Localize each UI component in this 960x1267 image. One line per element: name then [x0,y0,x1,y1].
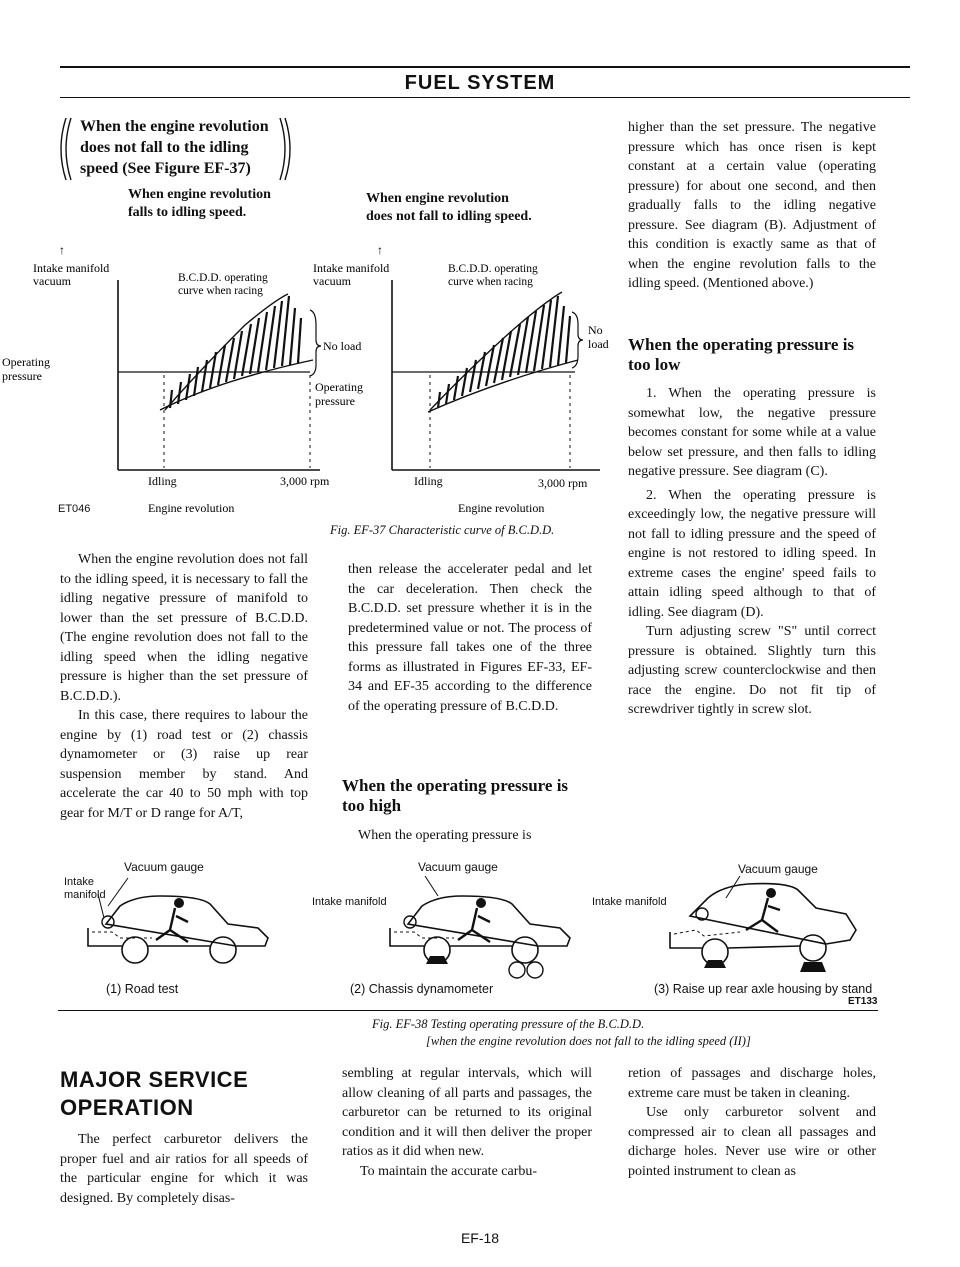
col3-item3: Turn adjusting screw "S" until correct pressure is obtained. Slightly turn this adjusting screw counterclockwise and then race the engine. Do not fit tip of screwdriver tightly in screw slot. [628,624,876,717]
box-heading-text: When the engine revolution does not fall to the idling speed (See Figure EF-37) [80,118,269,177]
car-chassis-dynamometer-icon [330,868,590,986]
col3-list [628,384,876,720]
chart-right-curve-label1: B.C.D.D. operating [448,263,538,275]
chart-right-no-load2: load [588,337,609,351]
car-road-test-icon [60,868,300,978]
col2-para4: To maintain the accurate carbu- [360,1163,538,1179]
chart-left-heading [128,186,328,222]
fig38-caption-line2: [when the engine revolution does not fall to the idling speed (II)] [426,1034,751,1048]
chart-left-operating-label2: pressure [2,369,42,383]
fig38-rule [58,1010,878,1011]
chart-right-tick-rpm: 3,000 rpm [538,476,588,490]
chart-left-no-load: No load [323,339,362,353]
col2-top-text [348,560,592,716]
chart-left-tick-rpm: 3,000 rpm [280,474,330,488]
col2-heading-high: When the operating pressure is too high [342,776,569,815]
col1-top-text [60,550,308,823]
col1-bottom-text [60,1130,308,1208]
chart-left-operating-label1: Operating [2,355,50,369]
col2-para3: sembling at regular intervals, which will allow cleaning of all parts and passages, the carburetor can be returned to its original condition and it will then deliver the proper ratios as it did when new. [342,1066,592,1159]
chart-right-arrow: ↑ [377,243,383,257]
fig38-intake-line2: manifold [64,889,106,901]
fig38-vacuum-gauge-3: Vacuum gauge [738,862,818,876]
fig38-code: ET133 [848,996,878,1007]
col3-item2: 2. When the operating pressure is exceedingly low, the negative pressure will not fall to idling pressure and the speed of engine is not restored to idling speed. In extreme cases the engine' speed fails to attain idling speed although to that of idling. See diagram (D). [628,487,876,620]
chart-left-tick-idling: Idling [148,474,177,488]
fig37-caption: Fig. EF-37 Characteristic curve of B.C.D.D. [330,523,555,537]
major-heading-line2: OPERATION [60,1095,194,1120]
chart-right-ylabel2: vacuum [313,274,351,288]
col3-top-text [628,118,876,294]
fig38-vacuum-gauge-2: Vacuum gauge [418,860,498,874]
col2-para2-box [358,826,594,846]
col3-para2: retion of passages and discharge holes, extreme care must be taken in cleaning. [628,1066,876,1101]
section-heading-box [58,114,296,184]
fig38-vacuum-gauge-1: Vacuum gauge [124,860,204,874]
col1-para2: In this case, there requires to labour the engine by (1) road test or (2) chassis dynamometer or (3) raise up rear suspension member by stand. And accelerate the car 40 to 50 mph with top gear for M/T or D range for A/T, [60,708,308,821]
fig38-intake-manifold-3: Intake manifold [592,896,667,908]
chart-right-heading-line2: does not fall to idling speed. [366,209,532,224]
col1-para3: The perfect carburetor delivers the proper fuel and air ratios for all speeds of the particular engine for which it was designed. By completely disas- [60,1132,308,1206]
chart-right-curve-label2: curve when racing [448,276,533,288]
chart-left-hatching [170,296,301,408]
page-title: FUEL SYSTEM [404,72,556,94]
chart-right-operating-label2: pressure [315,394,355,408]
fig38-caption-line1: Fig. EF-38 Testing operating pressure of the B.C.D.D. [372,1017,645,1031]
col3-bottom-text [628,1064,876,1181]
major-service-heading [60,1066,248,1122]
col3-item1: 1. When the operating pressure is somewhat low, the negative pressure becomes constant for some while at a value below set pressure, and then falls to idling negative pressure. See diagram (C). [628,386,876,479]
col2-para1: then release the accelerater pedal and let the car deceleration. Then check the B.C.D.D. set pressure whether it is in the predetermined value or not. The process of this pressure fall takes one of the three forms as illustrated in Figures EF-33, EF-34 and EF-35 according to the difference of the operating pressure of B.C.D.D. [348,562,592,714]
chart-right-heading [366,190,606,226]
major-heading-line1: MAJOR SERVICE [60,1067,249,1092]
col3-para1: higher than the set pressure. The negative pressure which has once risen is kept constant at a certain value (operating pressure) for about one second, and then gradually falls to the idling negative pressure. See diagram (B). Adjustment of this condition is exactly same as that of when the engine revolution falls to the idling speed. (Mentioned above.) [628,120,876,291]
fig38-label-chassis-dynamometer: (2) Chassis dynamometer [350,982,494,996]
chart-left-ylabel1: Intake manifold [33,261,110,275]
chart-right-ylabel1: Intake manifold [313,261,390,275]
header-rule-bottom [60,97,910,98]
chart-left-curve-label1: B.C.D.D. operating [178,272,268,284]
col2-para2: When the operating pressure is [358,828,532,843]
chart-right-no-load1: No [588,323,603,337]
chart-left-curve-label2: curve when racing [178,285,263,297]
chart-right-heading-line1: When engine revolution [366,191,509,206]
col2-bottom-text [342,1064,592,1181]
col3-heading-low: When the operating pressure is too low [628,335,855,374]
car-raised-rear-axle-icon [650,868,880,986]
chart-left-arrow: ↑ [59,243,65,257]
fig38-intake-line1: Intake [64,876,94,888]
chart-right-brace [572,312,583,368]
fig38-label-road-test: (1) Road test [106,982,179,996]
chart-right-hatching [438,296,570,408]
col3-para3: Use only carburetor solvent and compressed air to clean all passages and dicharge holes. Never use wire or other pointed instrument to clean as [628,1105,876,1179]
fig38-illustration [60,858,878,1010]
chart-right-idling-curve [428,360,578,412]
page-number: EF-18 [460,1230,500,1246]
header-rule-top [60,66,910,68]
fig38-label-raise-rear-axle: (3) Raise up rear axle housing by stand [654,982,873,996]
chart-left-xlabel: Engine revolution [148,501,235,515]
chart-left-code: ET046 [58,503,91,515]
chart-left-ylabel2: vacuum [33,274,71,288]
fig38-intake-manifold-2: Intake manifold [312,896,387,908]
chart-right [310,243,630,520]
chart-right-operating-label1: Operating [315,380,363,394]
col1-para1: When the engine revolution does not fall to the idling speed, it is necessary to fall the idling negative pressure of manifold to lower than the set pressure of B.C.D.D. (The engine revolution does not fall to the idling speed when the idling negative pressure is higher than the set pressure of B.C.D.D.). [60,552,308,704]
chart-left-heading-line2: falls to idling speed. [128,205,247,220]
chart-left-heading-line1: When engine revolution [128,187,271,202]
chart-right-xlabel: Engine revolution [458,501,545,515]
chart-right-tick-idling: Idling [414,474,443,488]
